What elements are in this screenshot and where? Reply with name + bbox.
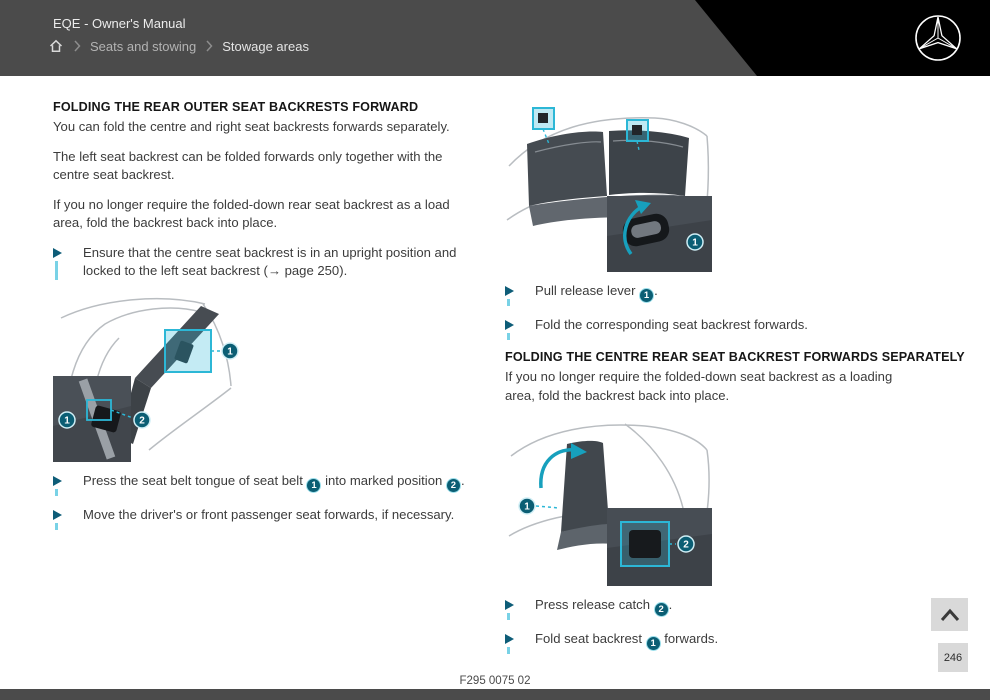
svg-text:2: 2 bbox=[139, 415, 145, 427]
step-arrow-icon bbox=[53, 248, 62, 258]
step-bar bbox=[55, 523, 58, 530]
inline-badge-1: 1 bbox=[646, 636, 661, 651]
figure-badge-1 bbox=[519, 498, 535, 514]
instruction-step bbox=[505, 282, 920, 307]
step-bar bbox=[507, 613, 510, 620]
step-marker bbox=[505, 316, 535, 341]
paragraph: The left seat backrest can be folded forwards only together with the centre seat backrest. bbox=[53, 148, 443, 183]
step-text-part: . bbox=[654, 283, 658, 298]
step-text bbox=[535, 596, 672, 621]
step-arrow-icon bbox=[53, 510, 62, 520]
inline-badge-2: 2 bbox=[446, 478, 461, 493]
step-arrow-icon bbox=[53, 476, 62, 486]
step-text-part: Ensure that the centre seat backrest is in an upright position and locked to the left seat backrest ( bbox=[83, 244, 457, 279]
step-bar bbox=[55, 261, 58, 280]
figure-badge-2 bbox=[678, 536, 694, 552]
step-text-part: into marked position bbox=[321, 473, 446, 489]
svg-text:2: 2 bbox=[683, 539, 689, 551]
step-text: Move the driver's or front passenger seat forwards, if necessary. bbox=[83, 507, 455, 523]
figure-badge-1 bbox=[222, 343, 238, 359]
instruction-step bbox=[505, 316, 920, 341]
instruction-step bbox=[505, 596, 920, 621]
step-text: Fold the corresponding seat backrest forwards. bbox=[535, 317, 808, 332]
section-heading-fold-outer: FOLDING THE REAR OUTER SEAT BACKRESTS FORWARD bbox=[53, 100, 419, 114]
step-text-part: . bbox=[668, 597, 673, 613]
step-arrow-icon bbox=[505, 286, 514, 296]
breadcrumb-item-stowage-areas[interactable]: Stowage areas bbox=[222, 38, 309, 54]
content-column-left bbox=[53, 100, 477, 540]
step-bar bbox=[507, 647, 510, 654]
step-bar bbox=[507, 333, 510, 340]
paragraph: If you no longer require the folded-down seat backrest as a loading area, fold the backrest back into place. bbox=[505, 369, 893, 403]
inline-badge-1: 1 bbox=[306, 478, 321, 493]
instruction-step bbox=[53, 472, 477, 497]
scroll-to-top-button[interactable] bbox=[931, 598, 968, 631]
instruction-step bbox=[53, 244, 477, 281]
svg-text:1: 1 bbox=[64, 415, 70, 427]
figure-code-label: F295 0075 02 bbox=[459, 675, 531, 687]
breadcrumb-item-seats-and-stowing[interactable]: Seats and stowing bbox=[90, 38, 197, 54]
step-text bbox=[83, 472, 465, 497]
step-text bbox=[83, 244, 477, 281]
step-arrow-icon bbox=[505, 600, 514, 610]
step-text-part: Press the seat belt tongue of seat belt bbox=[83, 473, 307, 489]
paragraph: If you no longer require the folded-down rear seat backrest as a load area, fold the backrest back into place. bbox=[53, 196, 450, 231]
step-marker bbox=[53, 244, 83, 281]
step-text-part: ). bbox=[339, 263, 348, 279]
page-number-indicator: 246 bbox=[938, 643, 968, 672]
inline-badge-1: 1 bbox=[639, 288, 654, 303]
figure-badge-2 bbox=[134, 412, 150, 428]
chevron-right-icon bbox=[73, 40, 81, 52]
figure-badge-1-inset bbox=[59, 412, 75, 428]
step-marker bbox=[505, 282, 535, 307]
svg-text:1: 1 bbox=[524, 501, 530, 513]
step-marker bbox=[53, 472, 83, 497]
paragraph: You can fold the centre and right seat backrests forwards separately. bbox=[53, 119, 450, 134]
page-reference-link[interactable]: → page 250 bbox=[267, 263, 340, 279]
step-text-part: . bbox=[460, 473, 465, 489]
step-arrow-icon bbox=[505, 634, 514, 644]
figure-seat-belt-stowing bbox=[53, 290, 477, 462]
header-bar bbox=[0, 0, 990, 76]
step-text bbox=[535, 282, 658, 307]
inline-badge-2: 2 bbox=[654, 602, 669, 617]
step-bar bbox=[55, 489, 58, 496]
step-marker bbox=[505, 596, 535, 621]
instruction-step bbox=[53, 506, 477, 531]
figure-rear-bench-release bbox=[505, 100, 920, 272]
footer-bar bbox=[0, 689, 990, 700]
home-icon[interactable] bbox=[48, 38, 64, 54]
svg-text:1: 1 bbox=[692, 237, 698, 249]
step-text-part: Press release catch bbox=[535, 597, 654, 613]
instruction-step bbox=[505, 630, 920, 655]
section-heading-fold-centre: FOLDING THE CENTRE REAR SEAT BACKREST FORWARDS SEPARATELY bbox=[505, 350, 965, 364]
app-title: EQE - Owner's Manual bbox=[53, 16, 186, 31]
figure-badge-1 bbox=[687, 234, 703, 250]
step-text-part: forwards. bbox=[660, 631, 719, 647]
step-bar bbox=[507, 299, 510, 306]
step-text-part: Fold seat backrest bbox=[535, 631, 646, 647]
breadcrumb bbox=[48, 38, 309, 54]
svg-text:1: 1 bbox=[227, 346, 233, 358]
step-arrow-icon bbox=[505, 320, 514, 330]
chevron-right-icon bbox=[205, 40, 213, 52]
step-marker bbox=[505, 630, 535, 655]
step-text-part: Pull release lever bbox=[535, 283, 640, 298]
step-text bbox=[535, 630, 718, 655]
brand-corner bbox=[695, 0, 990, 76]
figure-centre-seat-catch bbox=[505, 416, 920, 586]
step-marker bbox=[53, 506, 83, 531]
